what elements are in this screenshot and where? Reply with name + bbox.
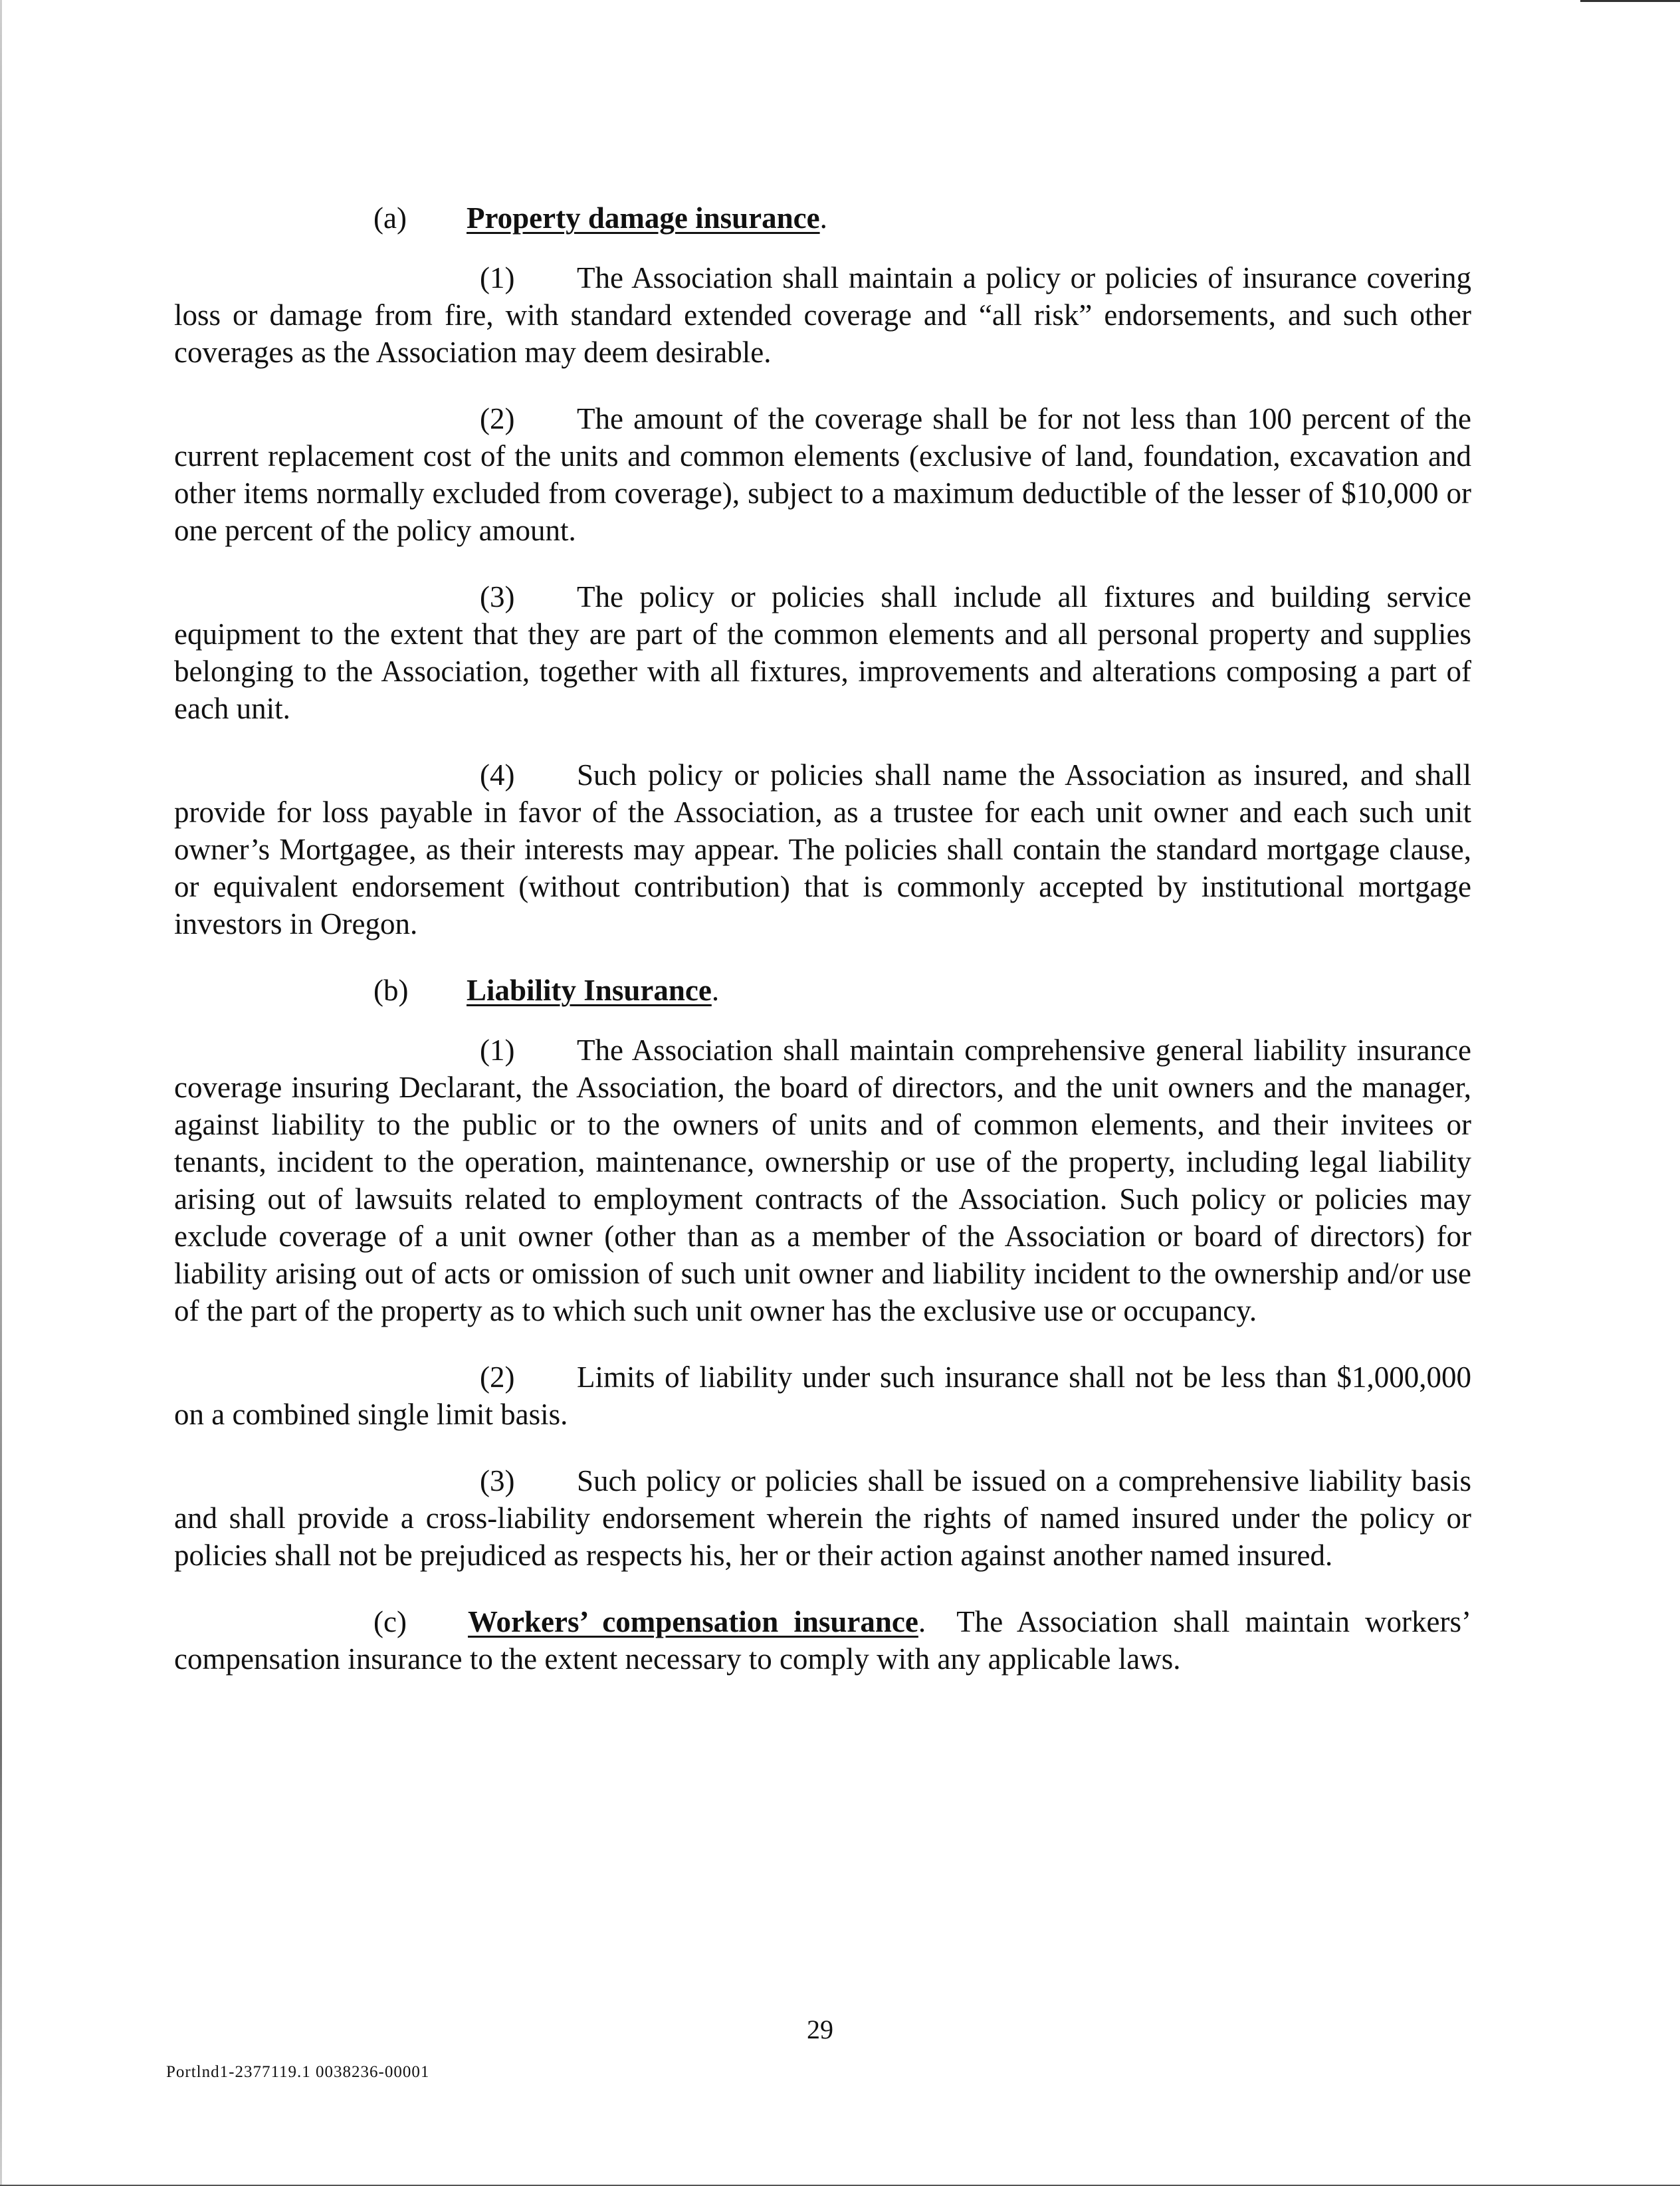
section-c [174,1603,1471,1678]
item-number: (2) [480,1361,515,1394]
section-b-label: (b) [373,974,409,1007]
item-number: (3) [480,580,515,613]
item-text: Limits of liability under such insurance shall not be less than $1,000,000 on a combined single limit basis. [174,1361,1471,1431]
section-b-title-suffix: . [711,974,720,1007]
section-c-text: The Association shall maintain workers’ compensation insurance to the extent necessary to comply with any applicable laws. [174,1605,1471,1676]
item-text: The policy or policies shall include all fixtures and building service equipment to the extent that they are part of the common elements and all personal property and supplies belonging to the Association, together with all fixtures, improvements and alterations composing a part of each unit. [174,580,1471,725]
section-b-item-1 [174,1032,1471,1329]
section-c-title-suffix: . [918,1605,926,1638]
section-a-title-suffix: . [819,201,827,235]
section-c-label: (c) [373,1605,407,1638]
document-id: Portlnd1-2377119.1 0038236-00001 [166,2063,430,2081]
section-a-item-3 [174,578,1471,727]
item-text: The Association shall maintain comprehensive general liability insurance coverage insuring Declarant, the Association, the board of directors, and the unit owners and the manager, against liability to the public or to the owners of units and of common elements, and their invitees or tenants, incident to the operation, maintenance, ownership or use of the property, including legal liability arising out of lawsuits related to employment contracts of the Association. Such policy or policies may exclude coverage of a unit owner (other than as a member of the Association or board of directors) for liability arising out of acts or omission of such unit owner and liability incident to the ownership and/or use of the part of the property as to which such unit owner has the exclusive use or occupancy. [174,1034,1471,1327]
item-text: Such policy or policies shall name the Association as insured, and shall provide for loss payable in favor of the Association, as a trustee for each unit owner and each such unit owner’s Mortgagee, as their interests may appear. The policies shall contain the standard mortgage clause, or equivalent endorsement (without contribution) that is commonly accepted by institutional mortgage investors in Oregon. [174,758,1471,940]
section-a-title: Property damage insurance [467,201,820,235]
section-a-item-4 [174,756,1471,942]
section-b-title: Liability Insurance [467,974,712,1007]
item-text: Such policy or policies shall be issued on a comprehensive liability basis and shall provide a cross-liability endorsement wherein the rights of named insured under the policy or policies shall not be prejudiced as respects his, her or their action against another named insured. [174,1464,1471,1572]
section-b-heading [174,972,1471,1009]
section-b-item-3 [174,1462,1471,1574]
document-body [174,199,1471,1678]
section-b-item-2 [174,1359,1471,1433]
page-number: 29 [807,2015,833,2044]
item-text: The amount of the coverage shall be for not less than 100 percent of the current replacement cost of the units and common elements (exclusive of land, foundation, excavation and other items normally excluded from coverage), subject to a maximum deductible of the lesser of $10,000 or one percent of the policy amount. [174,402,1471,547]
section-c-title: Workers’ compensation insurance [468,1605,918,1638]
item-number: (1) [480,1034,515,1067]
scan-edge-left [0,0,2,2186]
item-text: The Association shall maintain a policy or policies of insurance covering loss or damage from fire, with standard extended coverage and “all risk” endorsements, and such other coverages as the Association may deem desirable. [174,261,1471,369]
item-number: (2) [480,402,515,435]
scan-edge-top [1580,0,1680,2]
item-number: (4) [480,758,515,792]
section-a-item-2 [174,400,1471,549]
section-a-item-1 [174,259,1471,371]
section-a-heading [174,199,1471,237]
item-number: (3) [480,1464,515,1497]
section-a-label: (a) [373,201,407,235]
item-number: (1) [480,261,515,294]
